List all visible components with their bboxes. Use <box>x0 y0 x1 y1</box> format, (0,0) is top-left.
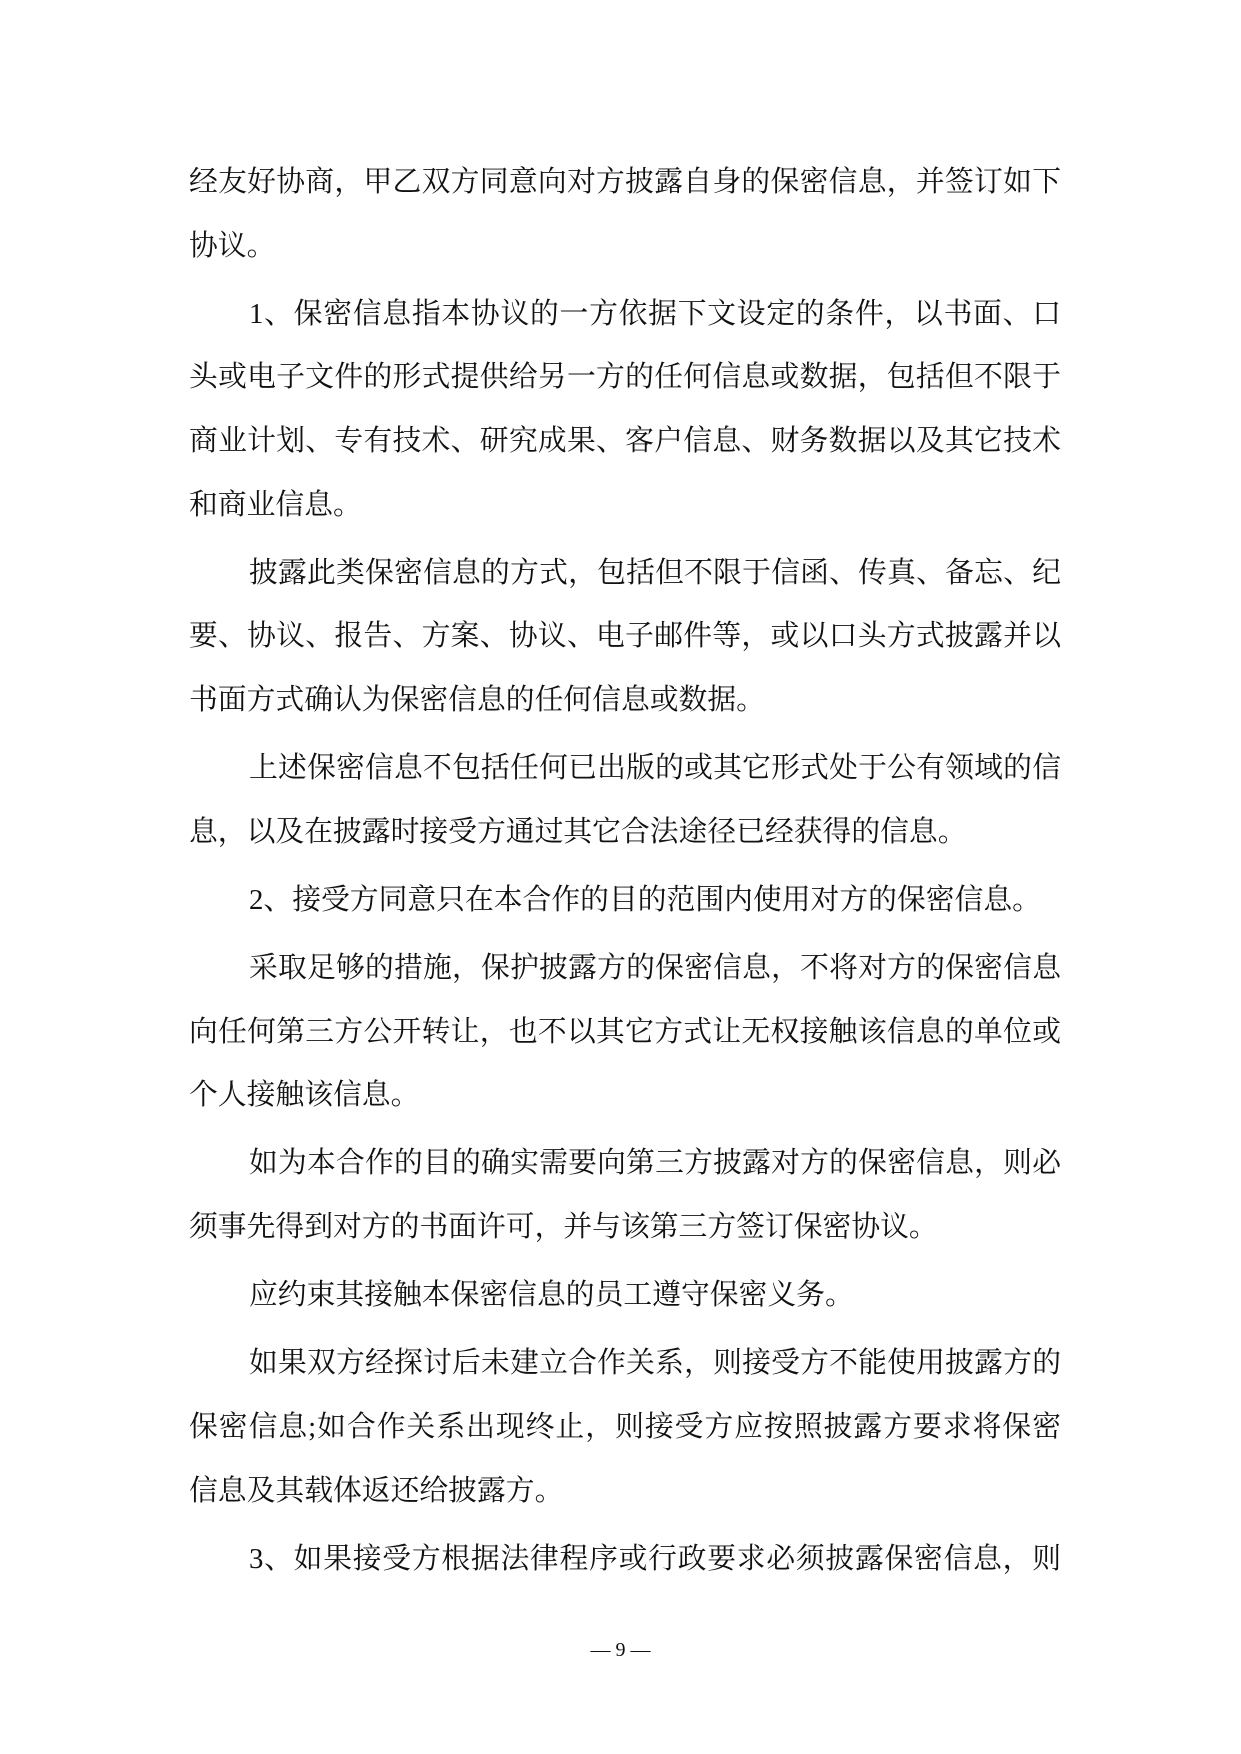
text-line: 书面方式确认为保密信息的任何信息或数据。 <box>189 683 765 716</box>
text-line: 息，以及在披露时接受方通过其它合法途径已经获得的信息。 <box>189 815 967 848</box>
text-line: 头或电子文件的形式提供给另一方的任何信息或数据，包括但不限于 <box>189 361 1061 394</box>
text-line: 要、协议、报告、方案、协议、电子邮件等，或以口头方式披露并以 <box>189 620 1061 653</box>
text-line: 个人接触该信息。 <box>189 1079 420 1112</box>
paragraph <box>189 869 1061 933</box>
text-line: 上述保密信息不包括任何已出版的或其它形式处于公有领域的信 <box>249 752 1061 785</box>
text-line: 信息及其载体返还给披露方。 <box>189 1474 564 1507</box>
paragraph <box>189 1528 1061 1592</box>
text-line: 保密信息;如合作关系出现终止，则接受方应按照披露方要求将保密 <box>189 1411 1061 1444</box>
document-body <box>189 151 1061 1591</box>
text-line: 1、保密信息指本协议的一方依据下文设定的条件，以书面、口 <box>249 297 1061 330</box>
paragraph <box>189 1264 1061 1328</box>
paragraph <box>189 737 1061 864</box>
text-line: 和商业信息。 <box>189 488 362 521</box>
paragraph <box>189 1132 1061 1259</box>
text-line: 如为本合作的目的确实需要向第三方披露对方的保密信息，则必 <box>249 1147 1061 1180</box>
text-line: 2、接受方同意只在本合作的目的范围内使用对方的保密信息。 <box>249 883 1041 916</box>
text-line: 3、如果接受方根据法律程序或行政要求必须披露保密信息，则 <box>249 1542 1061 1575</box>
text-line: 向任何第三方公开转让，也不以其它方式让无权接触该信息的单位或 <box>189 1015 1061 1048</box>
text-line: 应约束其接触本保密信息的员工遵守保密义务。 <box>249 1279 854 1312</box>
text-line: 披露此类保密信息的方式，包括但不限于信函、传真、备忘、纪 <box>249 556 1061 589</box>
paragraph <box>189 283 1061 537</box>
page-number: — 9 — <box>590 1639 651 1661</box>
paragraph <box>189 151 1061 278</box>
text-line: 采取足够的措施，保护披露方的保密信息，不将对方的保密信息 <box>249 952 1061 985</box>
text-line: 协议。 <box>189 229 276 262</box>
paragraph <box>189 1332 1061 1523</box>
text-line: 须事先得到对方的书面许可，并与该第三方签订保密协议。 <box>189 1211 938 1244</box>
paragraph <box>189 937 1061 1128</box>
text-line: 如果双方经探讨后未建立合作关系，则接受方不能使用披露方的 <box>249 1347 1061 1380</box>
text-line: 商业计划、专有技术、研究成果、客户信息、财务数据以及其它技术 <box>189 424 1061 457</box>
text-line: 经友好协商，甲乙双方同意向对方披露自身的保密信息，并签订如下 <box>189 166 1061 198</box>
paragraph <box>189 542 1061 733</box>
